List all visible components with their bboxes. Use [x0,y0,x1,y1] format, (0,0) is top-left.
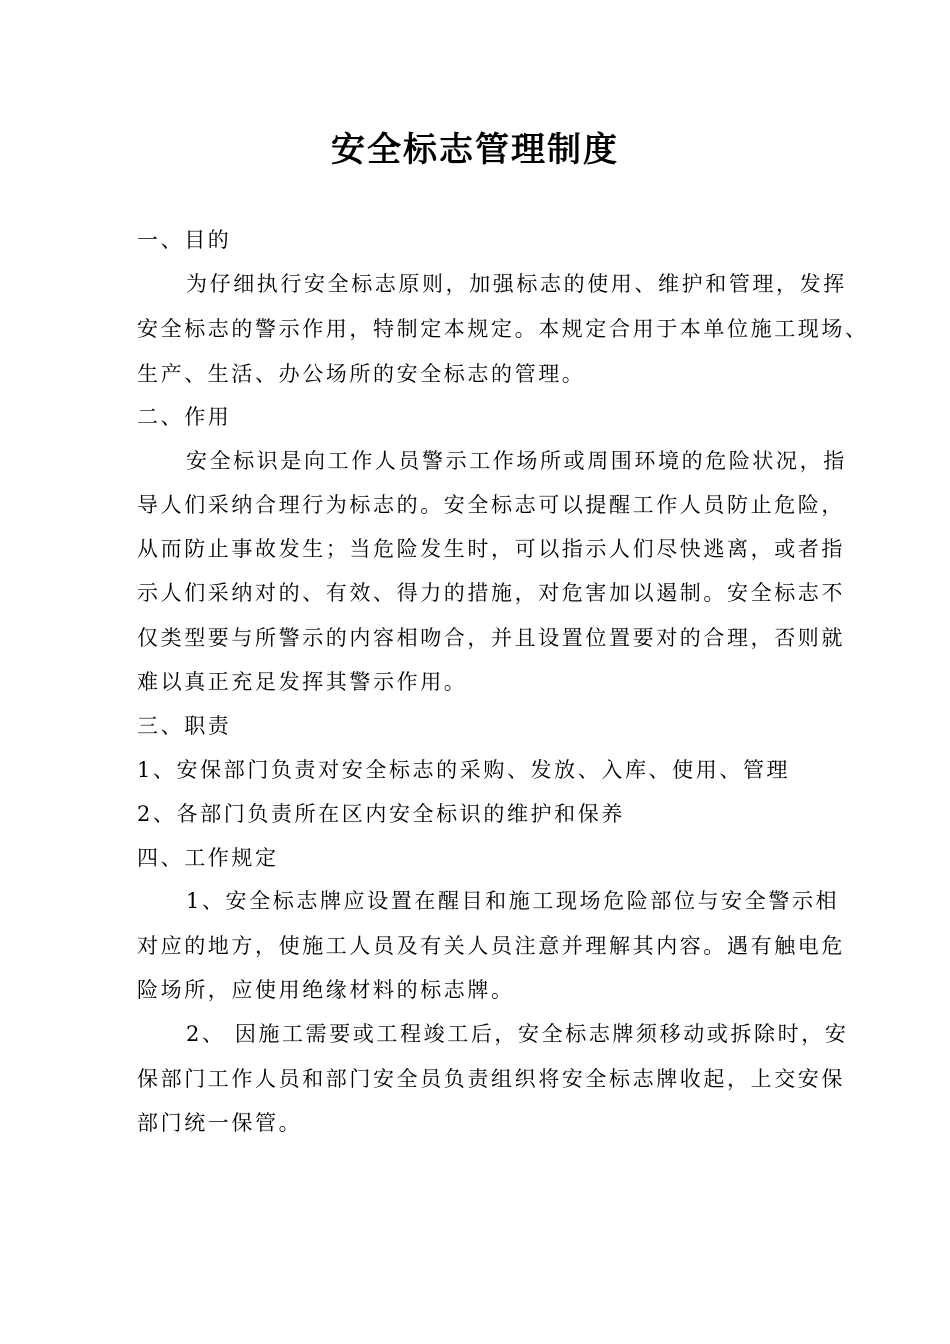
list-item: 2、各部门负责所在区内安全标识的维护和保养 [137,802,625,826]
paragraph-line: 安全标识是向工作人员警示工作场所或周围环境的危险状况，指 [186,449,847,473]
paragraph-line: 对应的地方，使施工人员及有关人员注意并理解其内容。遇有触电危 [137,934,845,958]
paragraph-line: 安全标志的警示作用，特制定本规定。本规定合用于本单位施工现场、 [137,317,869,341]
paragraph-line: 险场所，应使用绝缘材料的标志牌。 [137,978,515,1002]
document-title: 安全标志管理制度 [331,130,619,170]
paragraph-line: 从而防止事故发生；当危险发生时，可以指示人们尽快逃离，或者指 [137,537,845,561]
paragraph-line: 生产、生活、办公场所的安全标志的管理。 [137,362,586,386]
paragraph-line: 保部门工作人员和部门安全员负责组织将安全标志牌收起，上交安保 [137,1067,845,1091]
list-item: 1、安保部门负责对安全标志的采购、发放、入库、使用、管理 [137,758,791,782]
paragraph-line: 1、安全标志牌应设置在醒目和施工现场危险部位与安全警示相 [186,889,840,913]
section-heading-function: 二、作用 [137,405,232,429]
paragraph-line: 部门统一保管。 [137,1111,303,1135]
paragraph-line: 难以真正充足发挥其警示作用。 [137,670,468,694]
section-heading-purpose: 一、目的 [137,228,232,252]
paragraph-line: 示人们采纳对的、有效、得力的措施，对危害加以遏制。安全标志不 [137,581,845,605]
paragraph-line: 2、 因施工需要或工程竣工后，安全标志牌须移动或拆除时，安 [186,1022,849,1046]
paragraph-line: 仅类型要与所警示的内容相吻合，并且设置位置要对的合理，否则就 [137,626,845,650]
paragraph-line: 导人们采纳合理行为标志的。安全标志可以提醒工作人员防止危险， [137,493,845,517]
section-heading-responsibilities: 三、职责 [137,714,232,738]
section-heading-work-rules: 四、工作规定 [137,846,279,870]
paragraph-line: 为仔细执行安全标志原则，加强标志的使用、维护和管理，发挥 [186,272,847,296]
